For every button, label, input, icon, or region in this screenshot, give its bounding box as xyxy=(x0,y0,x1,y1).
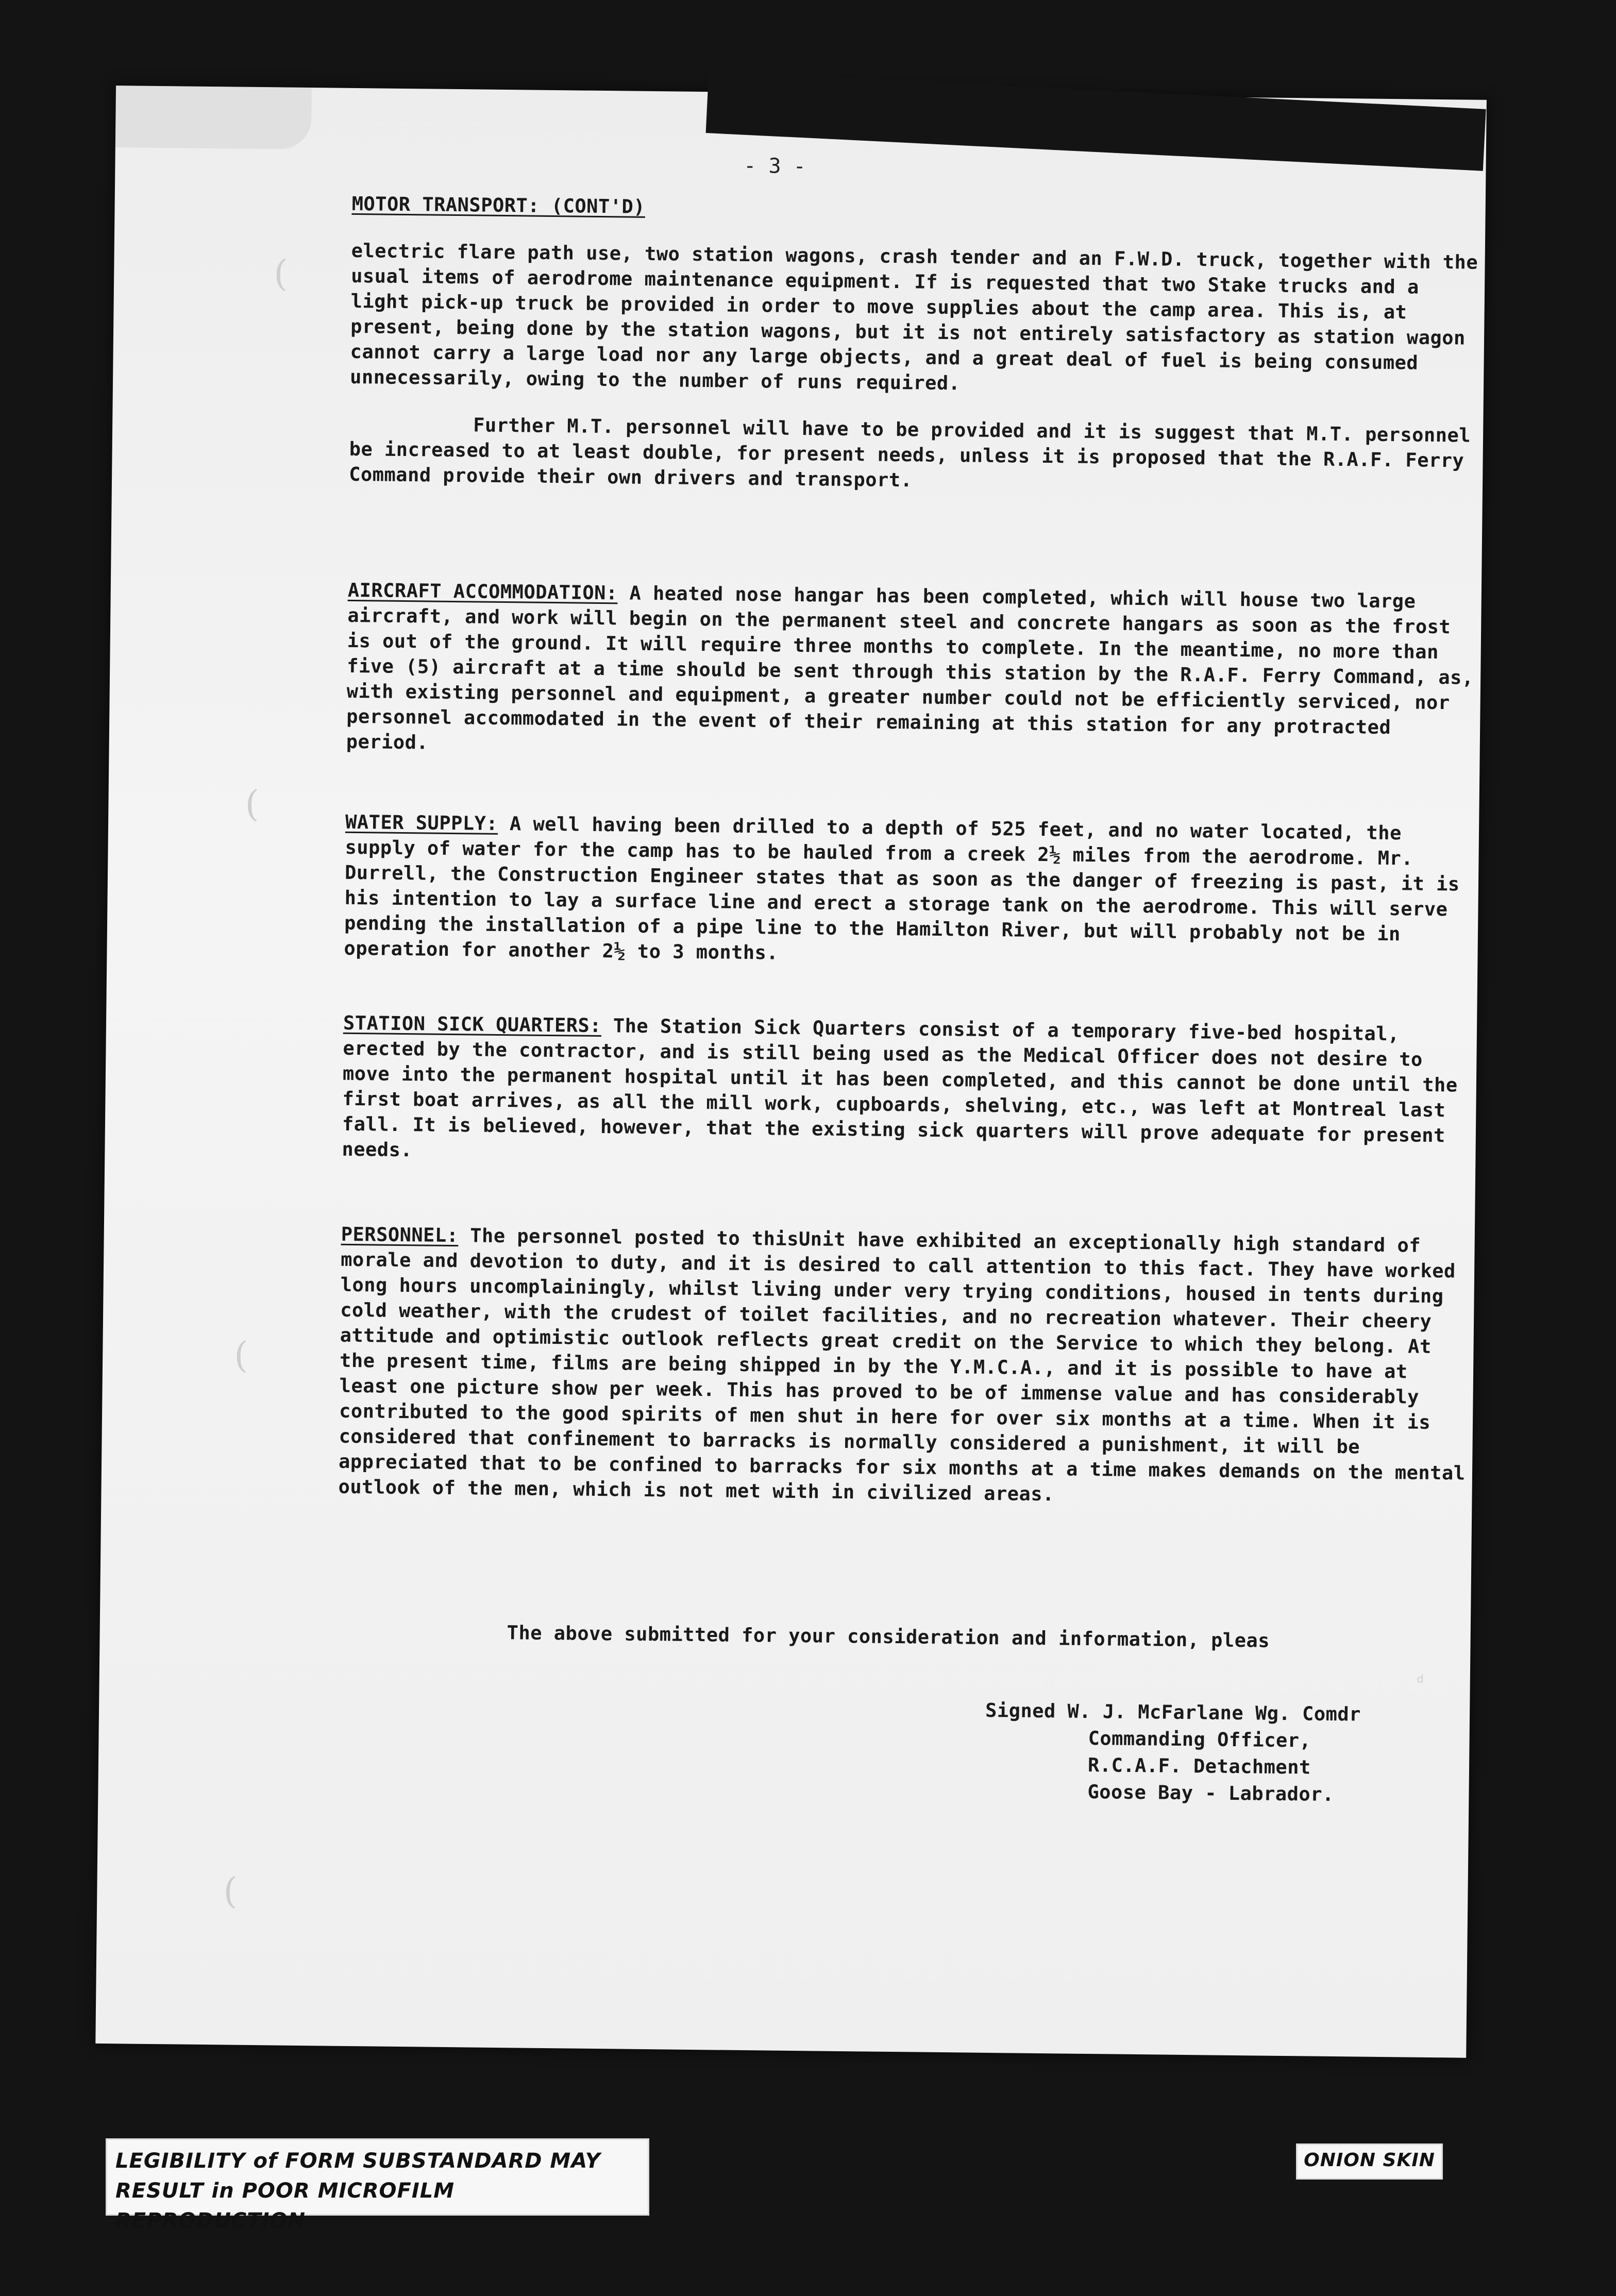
section-water-supply xyxy=(344,809,1479,973)
binder-hole-mark-1: ( xyxy=(273,252,289,295)
signature-title: Commanding Officer, xyxy=(1088,1727,1311,1752)
binder-hole-mark-3: ( xyxy=(233,1333,249,1376)
heading-aircraft-accommodation: AIRCRAFT ACCOMMODATION: xyxy=(347,579,618,604)
document-page xyxy=(95,86,1487,2058)
water-supply-text: A well having been drilled to a depth of 525 feet, and no water located, the supply of water for the camp has to be hauled from a creek 2½ miles from the aerodrome. Mr. Durrell, the Construction Engineer states that as soon as the danger of freezing is past, it is his intention to lay a surface line and erect a storage tank on the aerodrome. This will serve pending the installation of a pipe line to the Hamilton River, but will probably not be in operation for another 2½ to 3 months. xyxy=(344,813,1460,964)
signature-unit: R.C.A.F. Detachment xyxy=(1087,1754,1311,1779)
legibility-line-2: RESULT in POOR MICROFILM REPRODUCTION xyxy=(115,2179,455,2233)
heading-personnel: PERSONNEL: xyxy=(341,1223,459,1247)
section-aircraft-accommodation xyxy=(346,578,1482,766)
heading-water-supply: WATER SUPPLY: xyxy=(345,811,498,835)
signature-block xyxy=(984,1697,1449,1809)
station-sick-quarters-text: The Station Sick Quarters consist of a temporary five-bed hospital, erected by the contractor, and is still being used as the Medical Officer does not desire to move into the permanent hospital until it has been completed, and this cannot be done until the first boat arrives, as all the mill work, cupboards, shelving, etc., was left at Montreal last fall. It is believed, however, that the existing sick quarters will prove adequate for present needs. xyxy=(342,1015,1458,1161)
legibility-warning-stamp xyxy=(106,2138,649,2233)
personnel-text: The personnel posted to thisUnit have exhibited an exceptionally high standard of morale and devotion to duty, and it is desired to call attention to this fact. They have worked long hours uncomplainingly, whilst living under very trying conditions, housed in tents during cold weather, with the crudest of toilet facilities, and no recreation whatever. Their cheery attitude and optimistic outlook reflects great credit on the Service to which they belong. At the present time, films are being shipped in by the Y.M.C.A., and it is possible to have at least one picture show per week. This has proved to be of immense value and has considerably contributed to the good spirits of men shut in here for over six months at a time. When it is considered that confinement to barracks is normally considered a punishment, it will be appreciated that to be confined to barracks for six months at a time makes demands on the mental outlook of the men, which is not met with in civilized areas. xyxy=(338,1224,1466,1506)
section-station-sick-quarters xyxy=(342,1010,1477,1174)
document-body xyxy=(338,88,1487,1806)
signature-name: Signed W. J. McFarlane Wg. Comdr xyxy=(985,1699,1361,1726)
binder-hole-mark-2: ( xyxy=(245,782,260,825)
legibility-line-1: LEGIBILITY of FORM SUBSTANDARD MAY xyxy=(115,2149,601,2173)
signature-location: Goose Bay - Labrador. xyxy=(1087,1780,1334,1806)
onion-skin-stamp: ONION SKIN xyxy=(1296,2143,1443,2180)
closing-line: The above submitted for your consideration and information, pleas xyxy=(507,1622,1270,1652)
page-number: - 3 - xyxy=(744,154,806,179)
aircraft-accommodation-text: A heated nose hangar has been completed, which will house two large aircraft, and work will begin on the permanent steel and concrete hangars as soon as the frost is out of the ground. It will require three months to complete. In the meantime, no more than five (5) aircraft at a time should be sent through this station by the R.A.F. Ferry Command, as, with existing personnel and equipment, a greater number could not be efficiently serviced, nor personnel accommodated in the event of their remaining at this station for any protracted period. xyxy=(346,582,1474,754)
section-motor-transport xyxy=(349,191,1486,499)
heading-motor-transport: MOTOR TRANSPORT: (CONT'D) xyxy=(351,192,646,218)
motor-transport-paragraph-1: electric flare path use, two station wagons, crash tender and an F.W.D. truck, together with the usual items of aerodrome maintenance equipment. If is requested that two Stake trucks and a light pick-up truck be provided in order to move supplies about the camp area. This is, at present, being done by the station wagons, but it is not entirely satisfactory as station wagon cannot carry a large load nor any large objects, and a great deal of fuel is being consumed unnecessarily, owing to the number of runs required. xyxy=(349,239,1478,395)
motor-transport-paragraph-2: Further M.T. personnel will have to be provided and it is suggest that M.T. personnel be increased to at least double, for present needs, unless it is proposed that the R.A.F. Ferry Command provide their own drivers and transport. xyxy=(348,414,1471,492)
speck-mark: ᵈ xyxy=(1415,1672,1426,1693)
heading-station-sick-quarters: STATION SICK QUARTERS: xyxy=(343,1011,602,1037)
section-personnel xyxy=(338,1222,1475,1511)
binder-hole-mark-4: ( xyxy=(223,1869,238,1912)
